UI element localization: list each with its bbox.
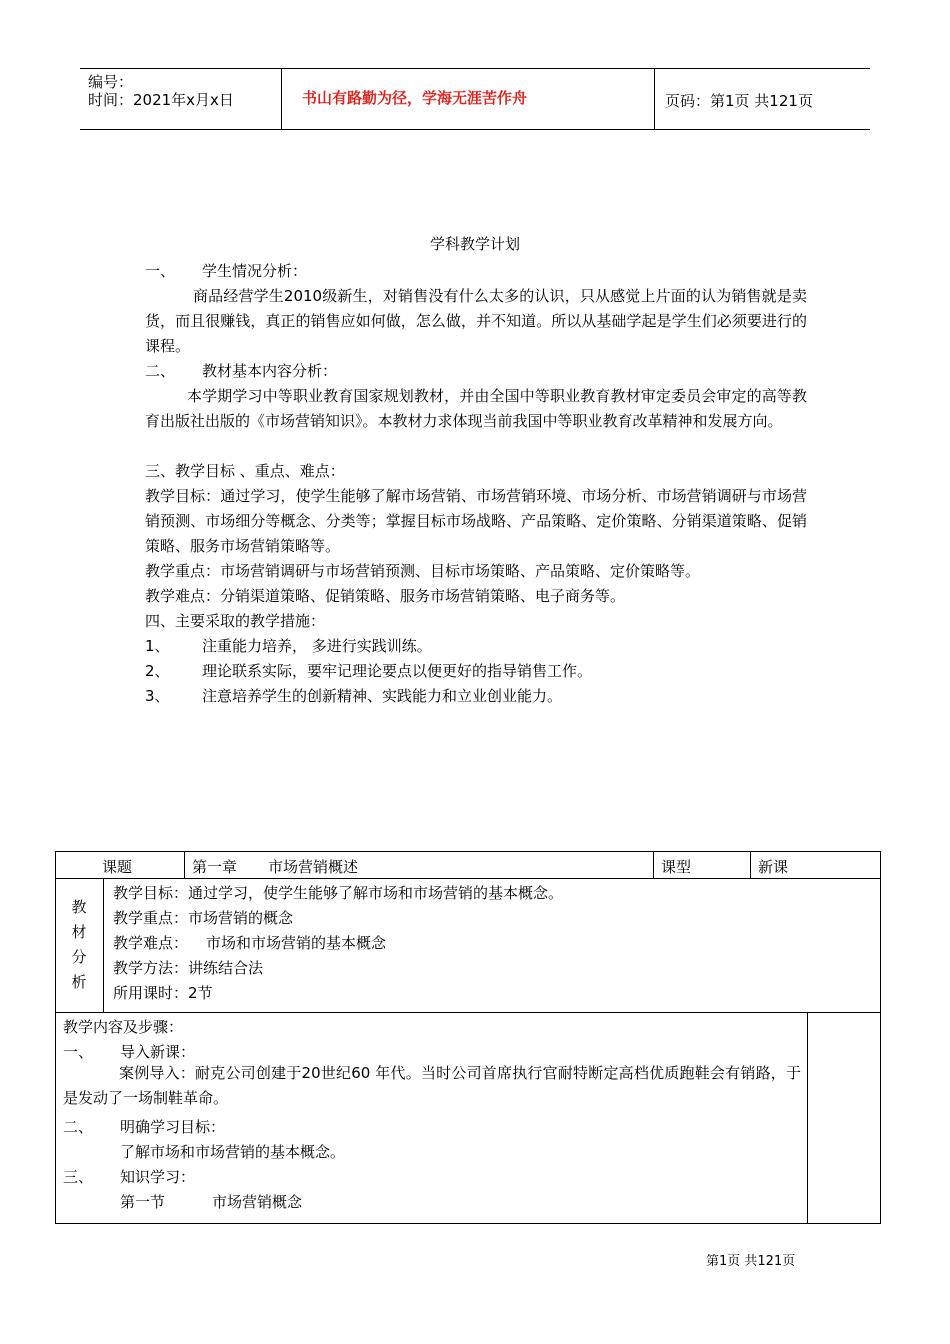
analysis-label bbox=[69, 895, 89, 995]
lesson-difficulty-value: 市场和市场营销的基本概念 bbox=[206, 934, 387, 952]
number-label: 编号： bbox=[88, 73, 134, 91]
section-number: 第一节 bbox=[120, 1193, 166, 1211]
measure-3-text: 注意培养学生的创新精神、实践能力和立业创业能力。 bbox=[202, 687, 563, 705]
step-2-number: 二、 bbox=[63, 1118, 94, 1136]
measure-2-text: 理论联系实际，要牢记理论要点以便更好的指导销售工作。 bbox=[202, 662, 593, 680]
header-divider bbox=[281, 69, 282, 129]
footer-page-info: 第1页 共121页 bbox=[706, 1254, 796, 1269]
measure-1-text: 注重能力培养， 多进行实践训练。 bbox=[202, 637, 432, 655]
topic-value: 市场营销概述 bbox=[268, 858, 359, 876]
analysis-label-char: 析 bbox=[71, 973, 87, 991]
lesson-key-point: 教学重点：市场营销的概念 bbox=[113, 909, 294, 927]
lesson-type-value: 新课 bbox=[758, 858, 789, 876]
case-intro: 案例导入：耐克公司创建于20世纪60 年代。当时公司首席执行官耐特断定高档优质跑鞋会有销路，于是发动了一场制鞋革命。 bbox=[63, 1064, 801, 1107]
plan-title: 学科教学计划 bbox=[429, 235, 520, 253]
page-info: 页码：第1页 共121页 bbox=[665, 92, 813, 110]
topic-chapter: 第一章 bbox=[192, 858, 238, 876]
motto: 书山有路勤为径，学海无涯苦作舟 bbox=[302, 89, 528, 107]
step-1-title: 导入新课： bbox=[120, 1043, 196, 1061]
analysis-label-char: 教 bbox=[71, 898, 87, 916]
section-2-text: 本学期学习中等职业教育国家规划教材，并由全国中等职业教育教材审定委员会审定的高等教育出版社出版的《市场营销知识》。本教材力求体现当前我国中等职业教育改革精神和发展方向。 bbox=[145, 387, 807, 430]
time-label: 时间：2021年x月x日 bbox=[88, 91, 234, 109]
section-2-number: 二、 bbox=[145, 362, 176, 380]
teaching-goals: 教学目标：通过学习，使学生能够了解市场营销、市场营销环境、市场分析、市场营销调研与市场营销预测、市场细分等概念、分类等；掌握目标市场战略、产品策略、定价策略、分销渠道策略、促销策略、服务市场营销策略等。 bbox=[145, 487, 807, 555]
lesson-type-label: 课型 bbox=[661, 858, 692, 876]
header-divider bbox=[654, 69, 655, 129]
analysis-label-char: 材 bbox=[71, 923, 87, 941]
section-title: 市场营销概念 bbox=[212, 1193, 303, 1211]
topic-label: 课题 bbox=[102, 858, 133, 876]
measure-3-number: 3、 bbox=[145, 687, 170, 705]
content-title: 教学内容及步骤： bbox=[63, 1018, 184, 1036]
lesson-hours: 所用课时：2节 bbox=[113, 984, 213, 1002]
section-1-number: 一、 bbox=[145, 262, 176, 280]
table-rule bbox=[750, 852, 751, 878]
table-rule bbox=[56, 878, 880, 879]
lesson-goal: 教学目标：通过学习，使学生能够了解市场和市场营销的基本概念。 bbox=[113, 884, 564, 902]
table-rule bbox=[653, 852, 654, 878]
step-3-number: 三、 bbox=[63, 1168, 94, 1186]
section-1-text: 商品经营学生2010级新生，对销售没有什么太多的认识，只从感觉上片面的认为销售就是卖货，而且很赚钱，真正的销售应如何做，怎么做，并不知道。所以从基础学起是学生们必须要进行的课程。 bbox=[145, 287, 807, 355]
section-1-title: 学生情况分析： bbox=[202, 262, 308, 280]
table-rule bbox=[56, 1012, 880, 1013]
step-1-number: 一、 bbox=[63, 1043, 94, 1061]
lesson-difficulty-label: 教学难点： bbox=[113, 934, 189, 952]
table-rule bbox=[184, 852, 185, 878]
analysis-label-char: 分 bbox=[71, 948, 87, 966]
teaching-key-points: 教学重点：市场营销调研与市场营销预测、目标市场策略、产品策略、定价策略等。 bbox=[145, 562, 701, 580]
step-3-title: 知识学习： bbox=[120, 1168, 196, 1186]
section-4-title: 四、主要采取的教学措施： bbox=[145, 612, 326, 630]
lesson-table bbox=[55, 851, 881, 1224]
step-2-title: 明确学习目标： bbox=[120, 1118, 226, 1136]
lesson-method: 教学方法：讲练结合法 bbox=[113, 959, 264, 977]
section-2-title: 教材基本内容分析： bbox=[202, 362, 338, 380]
step-2-text: 了解市场和市场营销的基本概念。 bbox=[120, 1143, 346, 1161]
section-3-title: 三、教学目标 、重点、难点： bbox=[145, 462, 345, 480]
measure-2-number: 2、 bbox=[145, 662, 170, 680]
measure-1-number: 1、 bbox=[145, 637, 170, 655]
table-rule bbox=[807, 1012, 808, 1223]
table-rule bbox=[103, 878, 104, 1012]
document-header bbox=[80, 68, 870, 130]
teaching-difficulties: 教学难点：分销渠道策略、促销策略、服务市场营销策略、电子商务等。 bbox=[145, 587, 626, 605]
